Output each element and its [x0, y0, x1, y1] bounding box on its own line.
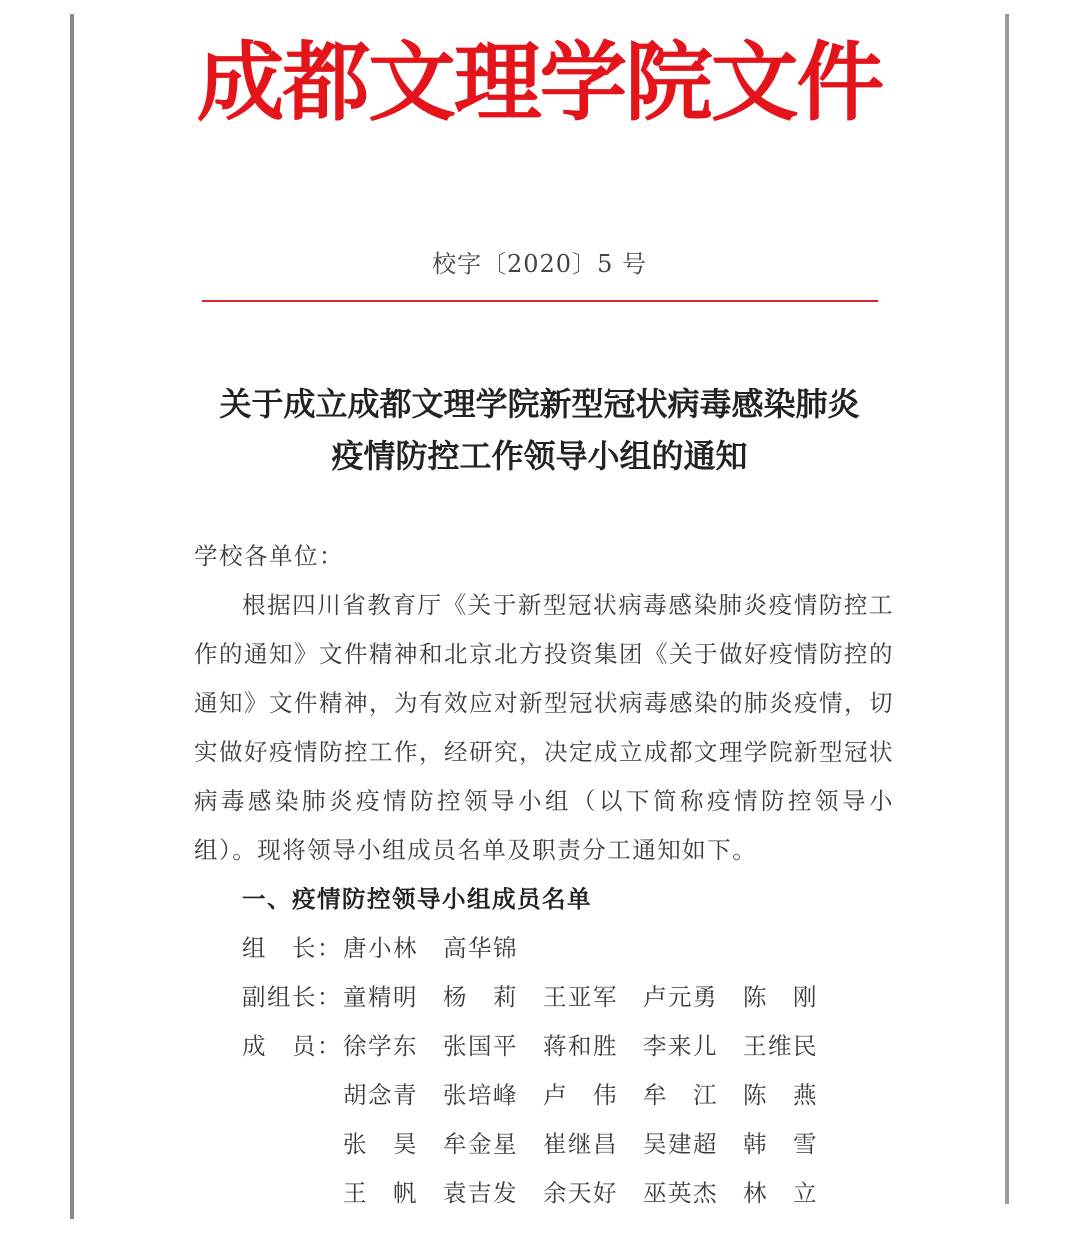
member-name: 卢元勇	[643, 983, 718, 1011]
red-divider-line	[202, 300, 878, 302]
member-name: 王 帆	[343, 1179, 418, 1207]
member-name: 巫英杰	[643, 1179, 718, 1207]
member-name: 张国平	[443, 1032, 518, 1060]
body-paragraph: 根据四川省教育厅《关于新型冠状病毒感染肺炎疫情防控工作的通知》文件精神和北京北方投资集团《关于做好疫情防控的通知》文件精神，为有效应对新型冠状病毒感染的肺炎疫情，切实做好疫情防控工作，经研究，决定成立成都文理学院新型冠状病毒感染肺炎疫情防控领导小组（以下简称疫情防控领导小组）。现将领导小组成员名单及职责分工通知如下。	[194, 591, 894, 864]
member-name: 张 昊	[343, 1130, 418, 1158]
document-page	[74, 0, 1005, 1241]
member-role: 组 长：	[242, 934, 342, 962]
member-name: 牟金星	[443, 1130, 518, 1158]
member-name: 童精明	[343, 983, 418, 1011]
section-heading: 一、疫情防控领导小组成员名单	[242, 885, 592, 913]
member-name: 蒋和胜	[543, 1032, 618, 1060]
document-title	[74, 378, 1005, 482]
member-name: 袁吉发	[443, 1179, 518, 1207]
member-name: 王维民	[743, 1032, 818, 1060]
member-role: 副组长：	[242, 983, 342, 1011]
member-row-members-cont	[194, 1120, 894, 1169]
member-name: 杨 莉	[443, 983, 518, 1011]
member-name: 唐小林	[343, 934, 418, 962]
member-row-deputy	[194, 973, 894, 1022]
document-masthead: 成都文理学院文件	[196, 33, 883, 133]
member-name: 徐学东	[343, 1032, 418, 1060]
document-number: 校字〔2020〕5 号	[432, 250, 647, 278]
member-row-members-cont	[194, 1169, 894, 1218]
member-name: 李来儿	[643, 1032, 718, 1060]
member-name: 胡念青	[343, 1081, 418, 1109]
title-line-2: 疫情防控工作领导小组的通知	[331, 437, 748, 475]
member-name: 余天好	[543, 1179, 618, 1207]
member-name: 牟 江	[643, 1081, 718, 1109]
member-name: 张培峰	[443, 1081, 518, 1109]
member-row-members-cont	[194, 1071, 894, 1120]
member-name: 陈 刚	[743, 983, 818, 1011]
member-name: 吴建超	[643, 1130, 718, 1158]
salutation: 学校各单位：	[194, 542, 344, 570]
member-name: 王亚军	[543, 983, 618, 1011]
member-name: 陈 燕	[743, 1081, 818, 1109]
member-name: 韩 雪	[743, 1130, 818, 1158]
member-name: 崔继昌	[543, 1130, 618, 1158]
member-name: 林 立	[743, 1179, 818, 1207]
member-row-members	[194, 1022, 894, 1071]
scan-border-right	[1005, 14, 1009, 1204]
document-body	[194, 532, 894, 1218]
member-row-leader	[194, 924, 894, 973]
member-list	[194, 924, 894, 1218]
member-name: 卢 伟	[543, 1081, 618, 1109]
member-name: 高华锦	[443, 934, 518, 962]
title-line-1: 关于成立成都文理学院新型冠状病毒感染肺炎	[219, 385, 860, 423]
member-role: 成 员：	[242, 1032, 342, 1060]
